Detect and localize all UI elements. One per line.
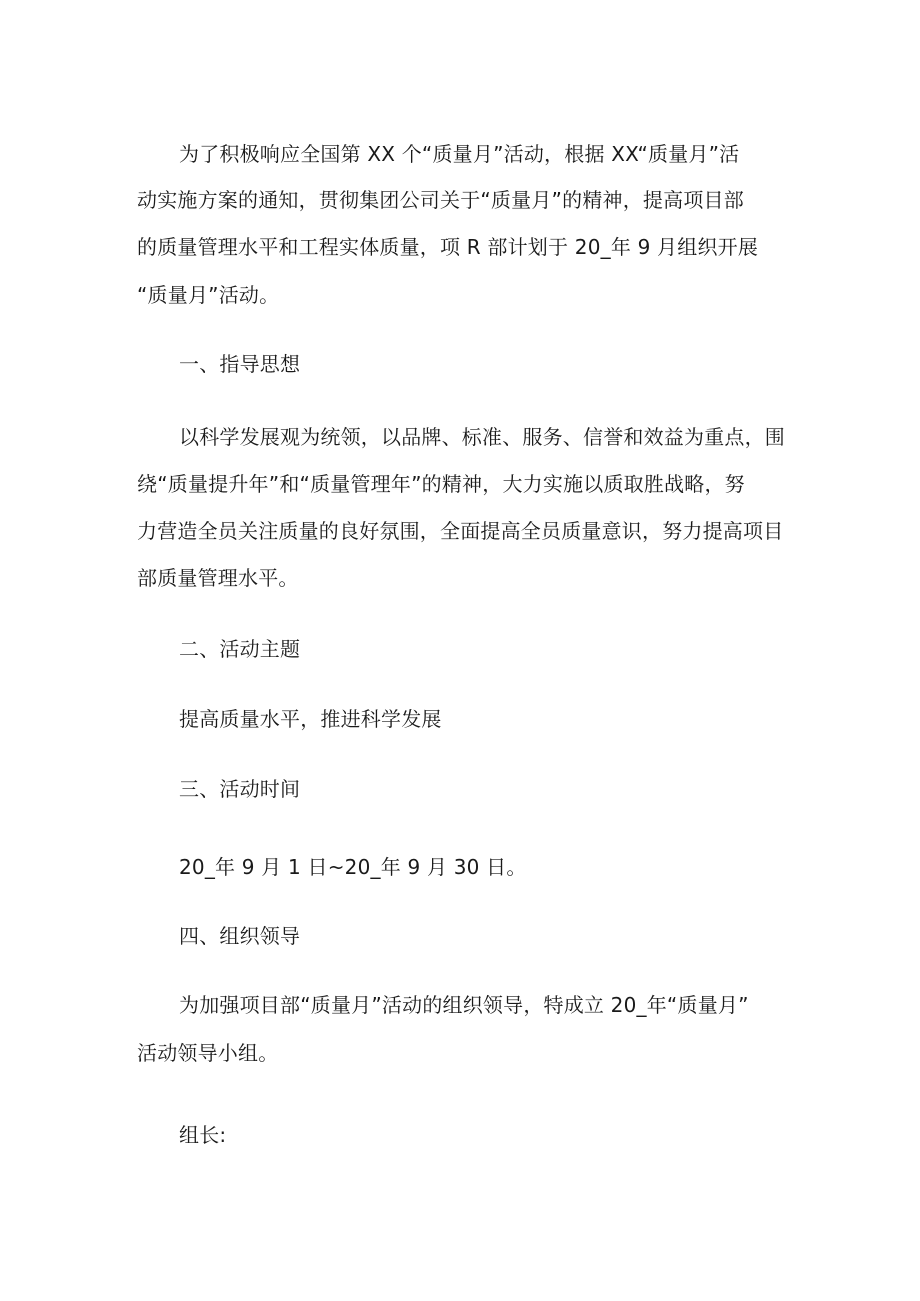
time-text: 20_年 9 月 1 日~20_年 9 月 30 日。 <box>179 855 527 879</box>
leader-label: 组长: <box>179 1123 227 1147</box>
intro-line-2: 动实施方案的通知，贯彻集团公司关于“质量月”的精神，提高项目部 <box>137 188 744 212</box>
section-heading-guiding-thought: 一、指导思想 <box>179 352 301 376</box>
section1-line-4: 部质量管理水平。 <box>137 566 299 590</box>
intro-line-4: “质量月”活动。 <box>137 283 280 307</box>
section1-line-3: 力营造全员关注质量的良好氛围，全面提高全员质量意识，努力提高项目 <box>137 519 784 543</box>
section4-line-2: 活动领导小组。 <box>137 1041 279 1065</box>
section-heading-time: 三、活动时间 <box>179 777 301 801</box>
section4-line-1: 为加强项目部“质量月”活动的组织领导，特成立 20_年“质量月” <box>179 993 749 1017</box>
section-heading-theme: 二、活动主题 <box>179 637 301 661</box>
theme-text: 提高质量水平，推进科学发展 <box>179 707 442 731</box>
section-heading-organization: 四、组织领导 <box>179 924 301 948</box>
section1-line-1: 以科学发展观为统领，以品牌、标准、服务、信誉和效益为重点，围 <box>179 425 785 449</box>
intro-line-1: 为了积极响应全国第 XX 个“质量月”活动，根据 XX“质量月”活 <box>179 142 740 166</box>
intro-line-3: 的质量管理水平和工程实体质量，项 R 部计划于 20_年 9 月组织开展 <box>137 235 759 259</box>
section1-line-2: 绕“质量提升年”和“质量管理年”的精神，大力实施以质取胜战略，努 <box>137 472 745 496</box>
